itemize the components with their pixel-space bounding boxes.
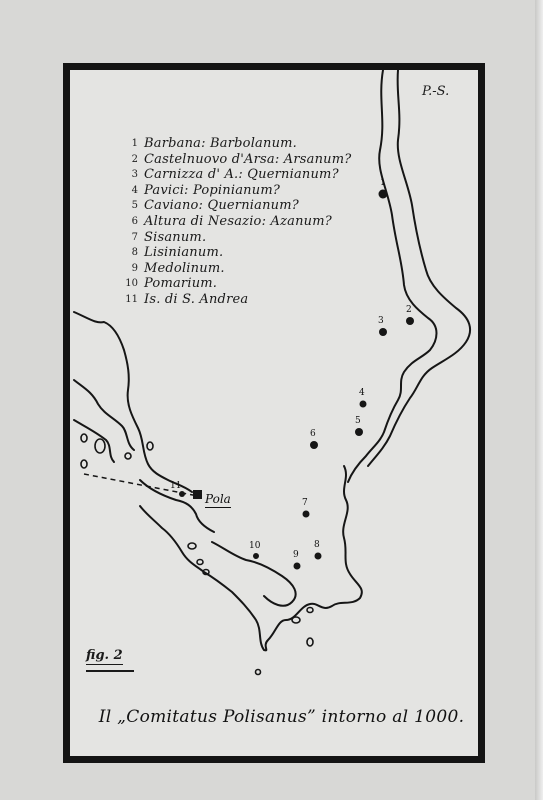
site-number: 11: [170, 481, 182, 491]
site-number: 6: [310, 429, 316, 439]
site-marker-10: [253, 553, 259, 559]
legend-number: 10: [125, 278, 138, 290]
site-number: 2: [406, 305, 412, 315]
site-number: 5: [355, 416, 361, 426]
legend-text: Is. di S. Andrea: [144, 291, 249, 307]
pola-city-label: Pola: [205, 492, 231, 506]
site-marker-4: [360, 401, 367, 408]
legend-text: Castelnuovo d'Arsa: Arsanum?: [144, 151, 352, 167]
legend-text: Pomarium.: [144, 276, 218, 292]
site-marker-8: [315, 553, 322, 560]
map-title: Il „Comitatus Polisanus” intorno al 1000.: [98, 707, 465, 727]
site-number: 3: [378, 316, 384, 326]
island: [307, 608, 313, 613]
figure-label: fig. 2: [86, 648, 123, 663]
author-initials: P.-S.: [422, 84, 450, 99]
site-number: 4: [359, 388, 365, 398]
legend-number: 7: [131, 231, 138, 243]
southern-coastline: [140, 466, 362, 650]
legend-number: 5: [131, 200, 138, 212]
legend-text: Altura di Nesazio: Azanum?: [144, 213, 332, 229]
arsa-channel-west-shore: [348, 70, 437, 482]
site-number: 8: [314, 540, 320, 550]
legend-text: Lisinianum.: [144, 245, 224, 261]
site-number: 7: [302, 498, 308, 508]
legend-number: 9: [131, 262, 138, 274]
legend-text: Sisanum.: [144, 229, 207, 245]
site-marker-5: [355, 428, 363, 436]
island: [256, 670, 261, 675]
island: [81, 434, 87, 442]
site-number: 1: [380, 178, 386, 188]
site-marker-7: [303, 511, 310, 518]
site-marker-6: [310, 441, 318, 449]
legend-number: 8: [131, 247, 138, 259]
legend-text: Medolinum.: [144, 260, 225, 276]
legend-number: 11: [125, 293, 138, 305]
figure-label-underline: [86, 670, 134, 672]
site-number: 9: [293, 550, 299, 560]
legend-number: 1: [131, 138, 138, 149]
legend-number: 4: [131, 184, 138, 196]
northwest-coastline: [74, 312, 192, 492]
island: [307, 638, 313, 646]
island: [188, 543, 196, 549]
site-marker-2: [406, 317, 414, 325]
arsa-channel-east-shore: [368, 70, 470, 466]
legend-text: Carnizza d' A.: Quernianum?: [144, 167, 339, 183]
legend-text: Caviano: Quernianum?: [144, 198, 299, 214]
site-marker-11: [179, 491, 185, 497]
island: [95, 439, 105, 453]
site-marker-3: [379, 328, 387, 336]
site-number: 10: [249, 541, 261, 551]
site-marker-1: [379, 190, 388, 199]
page-edge: [535, 0, 543, 800]
medolino-coast: [212, 542, 296, 606]
west-coast-inner: [74, 420, 114, 462]
pola-city-marker: [193, 490, 202, 499]
island: [125, 453, 131, 459]
legend-text: Barbana: Barbolanum.: [144, 136, 298, 151]
legend-number: 6: [131, 215, 138, 227]
island: [81, 460, 87, 468]
island: [147, 442, 153, 450]
legend-number: 2: [131, 153, 138, 165]
site-marker-9: [294, 563, 301, 570]
island: [292, 617, 300, 623]
legend-number: 3: [131, 169, 138, 181]
legend-text: Pavici: Popinianum?: [144, 182, 281, 198]
island: [197, 560, 203, 565]
